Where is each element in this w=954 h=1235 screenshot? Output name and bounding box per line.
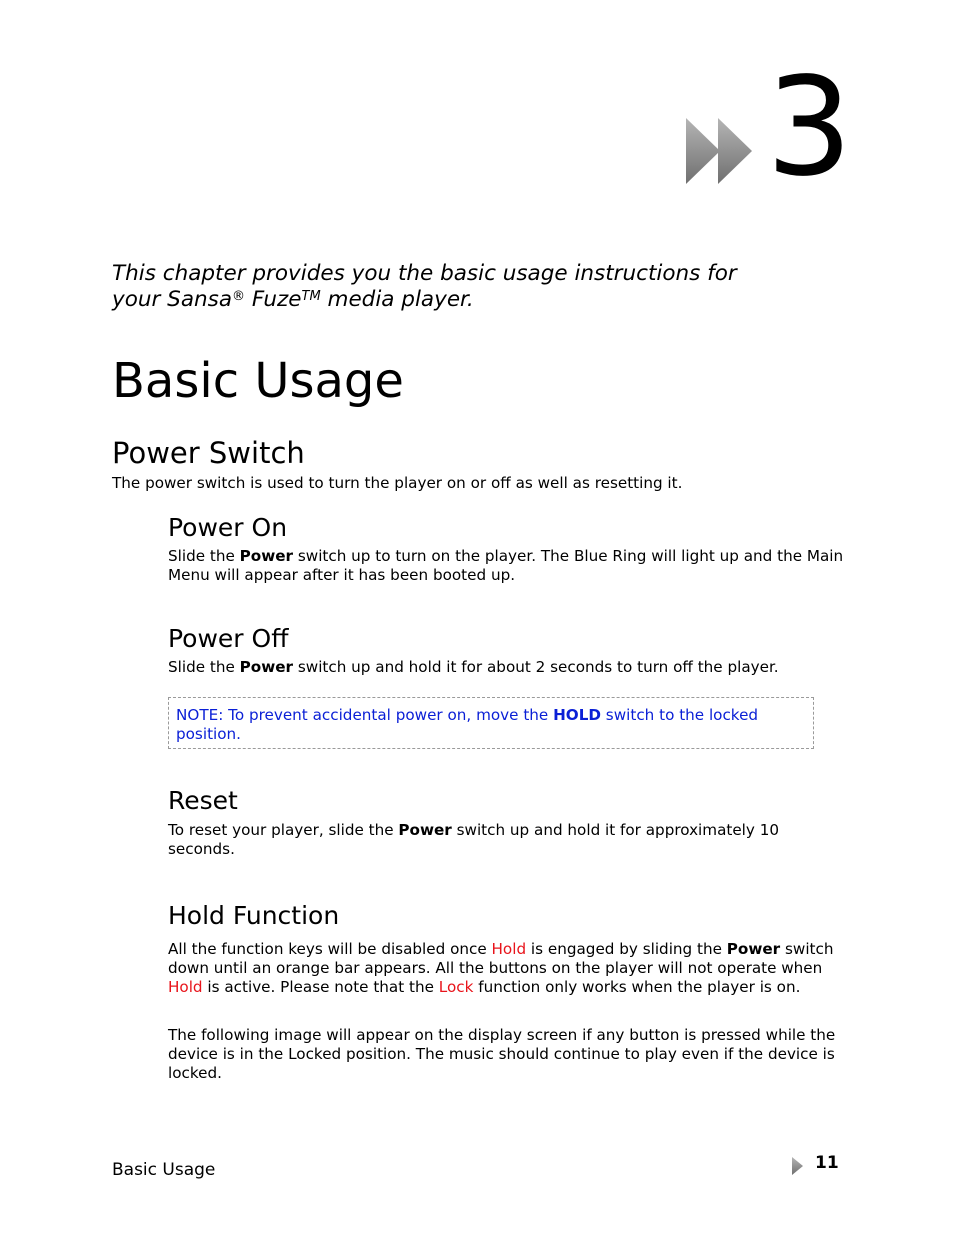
power-switch-text: The power switch is used to turn the player on or off as well as resetting it. [112,474,683,492]
highlight-hold: Hold [491,940,527,958]
subheading-hold-function: Hold Function [168,901,340,930]
subheading-reset: Reset [168,786,238,815]
intro-line2-b: Fuze [245,287,302,312]
text-run: switch up and hold it for about 2 seconds to turn off the player. [293,658,779,676]
section-heading-power-switch: Power Switch [112,436,305,470]
text-run: switch up to turn on the player. The Blue Ring will light up and the Main Menu will appear after it has been booted up. [168,547,844,584]
subheading-power-off: Power Off [168,624,289,653]
text-run: is engaged by sliding the [526,940,727,958]
text-run: switch down until an orange bar appears. All the buttons on the player will not operate when [168,940,834,977]
text-run: function only works when the player is on. [473,978,801,996]
highlight-hold: Hold [168,978,203,996]
intro-line2-a: your Sansa [112,287,233,312]
text-run: To reset your player, slide the [168,821,399,839]
registered-mark: ® [232,289,246,304]
bold-hold: HOLD [553,706,601,724]
locked-screen-text: The following image will appear on the display screen if any button is pressed while the device is in the Locked position. The music should continue to play even if the device is locked. [168,1026,836,1082]
chapter-number: 3 [766,49,853,207]
text-run: Slide the [168,547,240,565]
bold-power: Power [239,547,294,565]
highlight-lock: Lock [438,978,474,996]
hold-function-text [168,940,848,997]
text-run: switch to the locked position. [176,706,759,743]
text-run: switch up and hold it for approximately 10 seconds. [168,821,780,858]
intro-line1: This chapter provides you the basic usage instructions for [112,261,737,286]
text-run: Slide the [168,658,240,676]
subheading-power-on: Power On [168,513,288,542]
text-run: All the function keys will be disabled once [168,940,492,958]
bold-power: Power [398,821,452,839]
note-text [176,706,806,744]
page-number: 11 [815,1153,839,1173]
bold-power: Power [726,940,781,958]
power-off-text [168,658,848,677]
chapter-intro [112,261,832,313]
bold-power: Power [239,658,294,676]
fast-forward-icon [686,118,754,184]
arrow-right-icon [792,1157,804,1175]
reset-text [168,821,848,859]
trademark-mark: TM [301,289,321,304]
text-run: is active. Please note that the [202,978,439,996]
text-run: NOTE: To prevent accidental power on, move the [176,706,554,724]
intro-line2-c: media player. [320,287,474,312]
page-title: Basic Usage [112,353,404,409]
power-on-text [168,547,848,585]
footer-section-label: Basic Usage [112,1160,216,1180]
